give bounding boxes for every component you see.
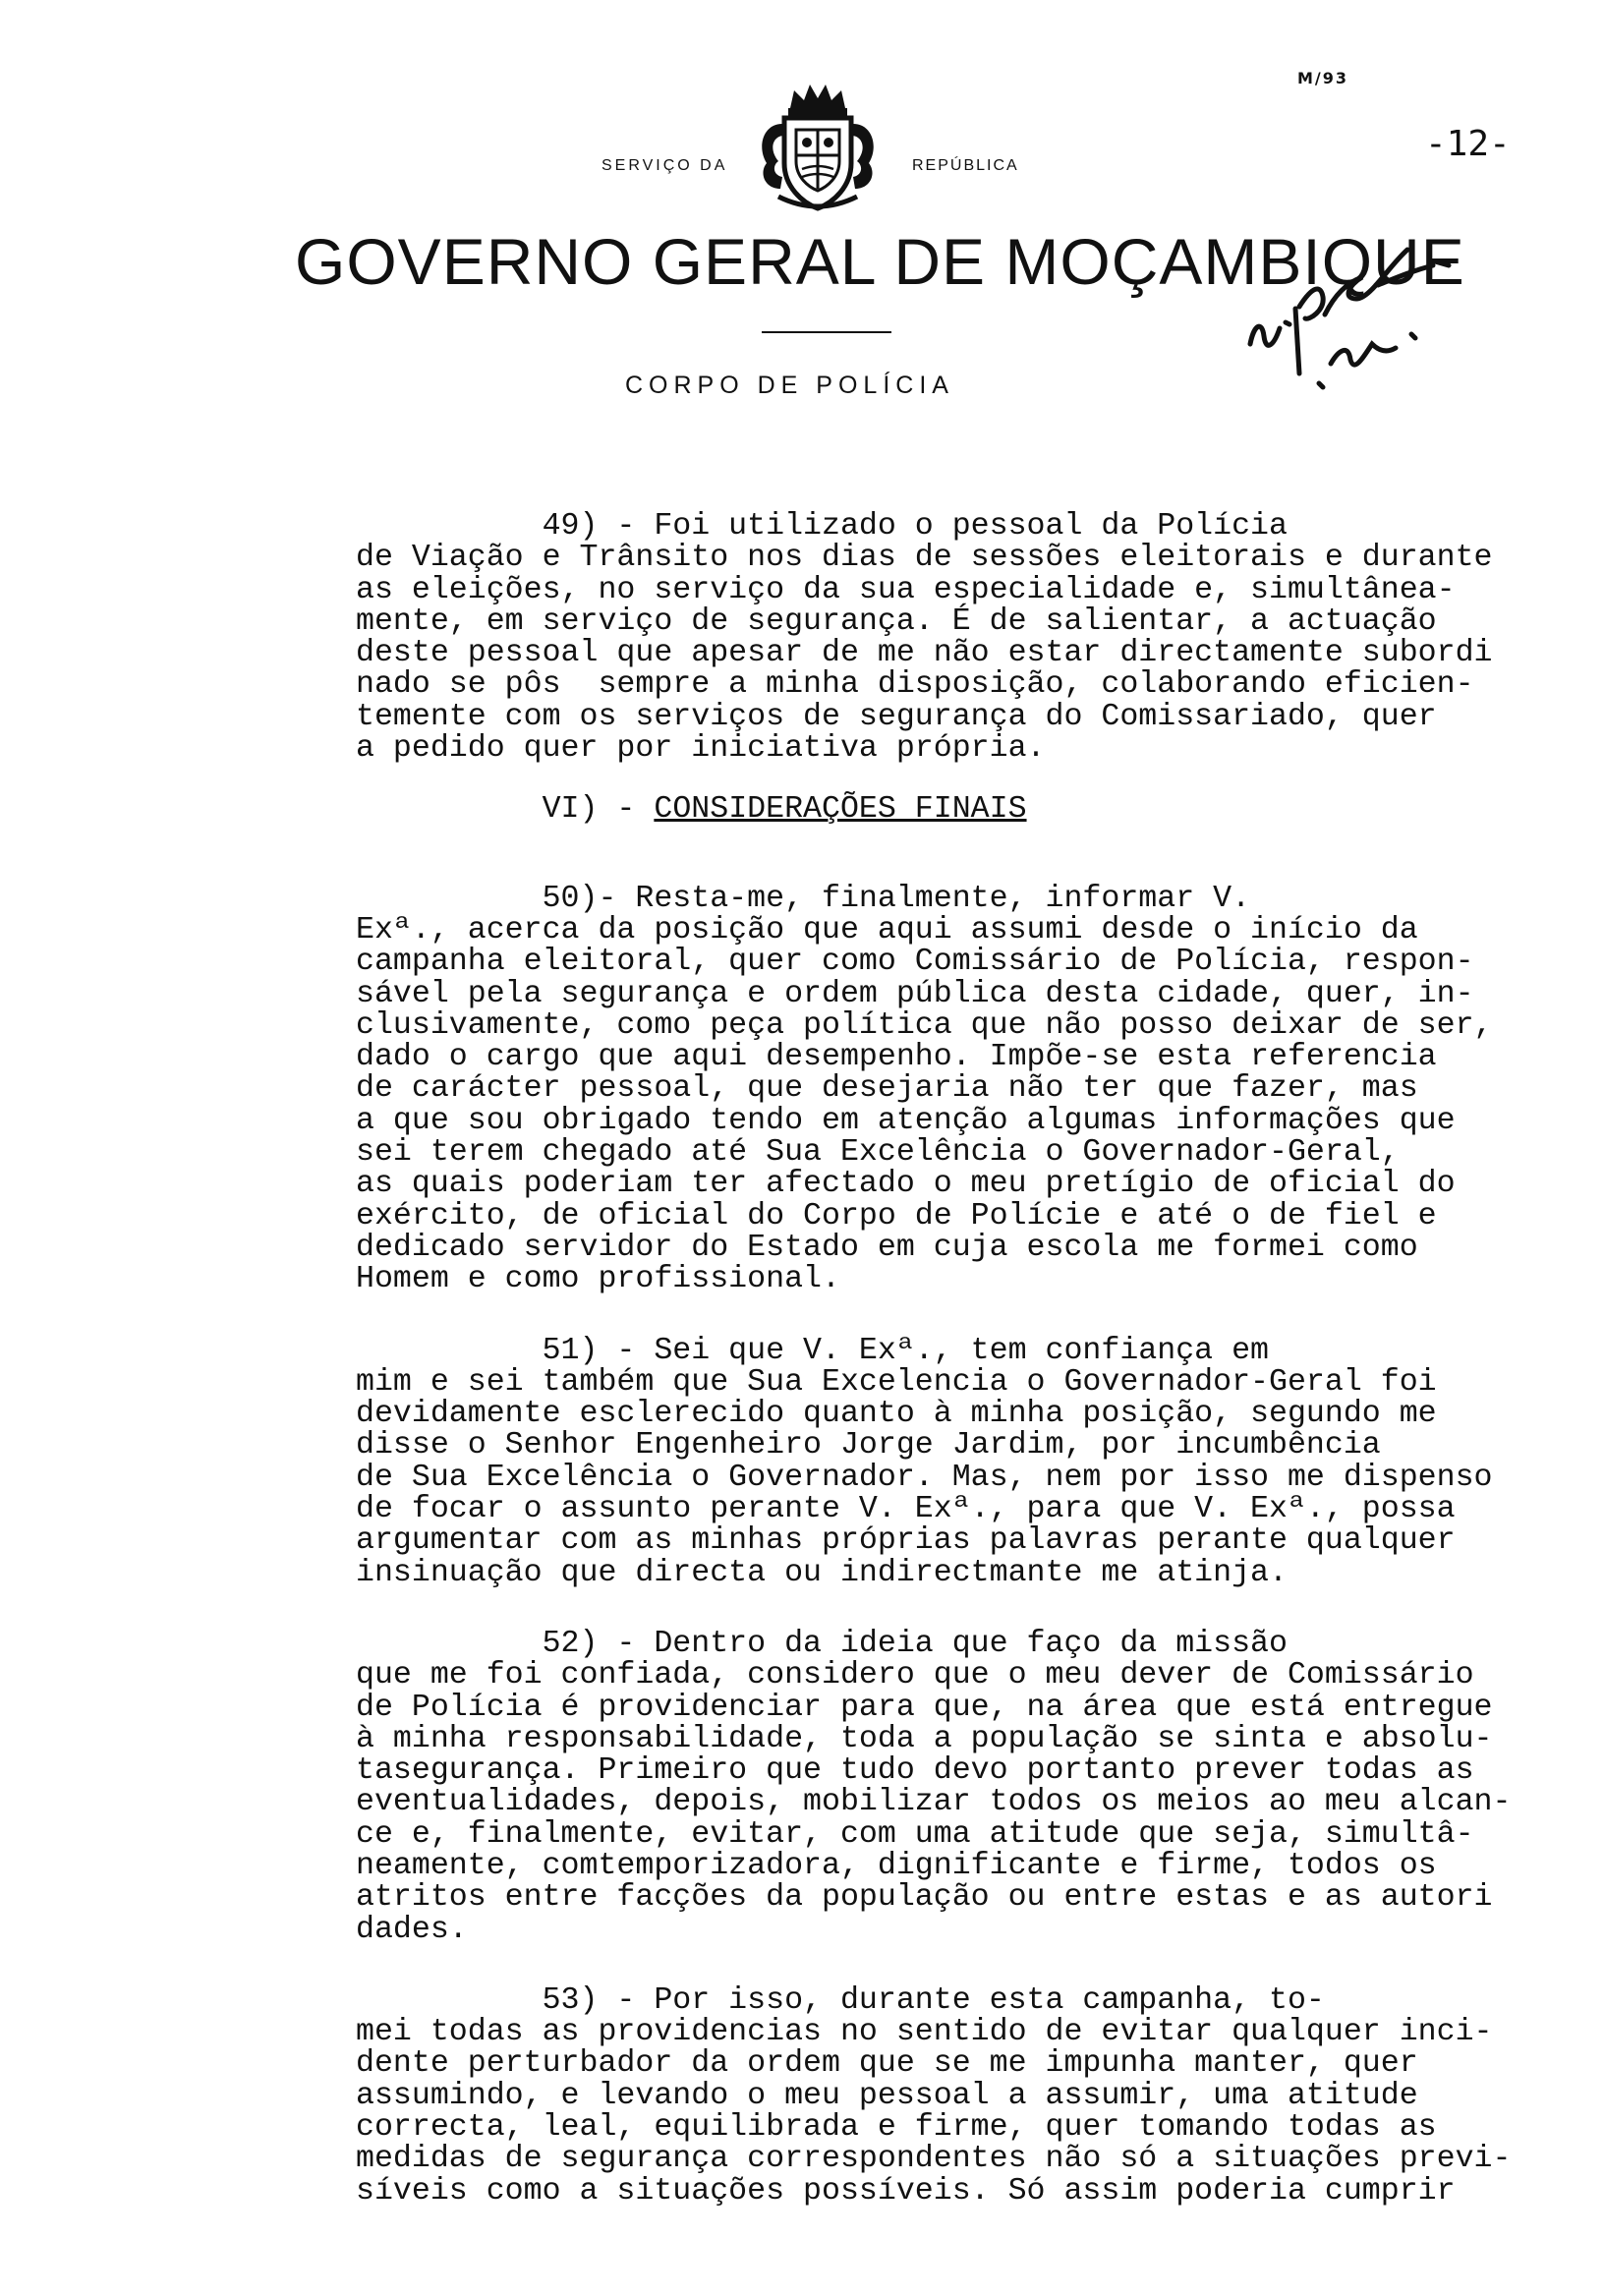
text-line: tasegurança. Primeiro que tudo devo portanto prever todas as	[356, 1753, 1474, 1789]
text-line: de Viação e Trânsito nos dias de sessões eleitorais e durante	[356, 541, 1493, 576]
text-line: ce e, finalmente, evitar, com uma atitude que seja, simultâ-	[356, 1816, 1474, 1852]
text-line: dente perturbador da ordem que se me impunha manter, quer	[356, 2046, 1418, 2082]
text-line: assumindo, e levando o meu pessoal a assumir, uma atitude	[356, 2078, 1418, 2113]
government-title: GOVERNO GERAL DE MOÇAMBIQUE	[295, 225, 1465, 298]
text-line: atritos entre facções da população ou entre estas e as autori	[356, 1880, 1493, 1916]
text-line: mim e sei também que Sua Excelencia o Governador-Geral foi	[356, 1364, 1437, 1400]
text-line: correcta, leal, equilibrada e firme, quer tomando todas as	[356, 2110, 1437, 2146]
text-line: nado se pôs sempre a minha disposição, colaborando eficien-	[356, 667, 1474, 703]
text-line: neamente, comtemporizadora, dignificante e firme, todos os	[356, 1848, 1437, 1883]
text-line: disse o Senhor Engenheiro Jorge Jardim, por incumbência	[356, 1428, 1381, 1464]
text-line: sável pela segurança e ordem pública desta cidade, quer, in-	[356, 976, 1474, 1011]
section-title: CONSIDERAÇÕES FINAIS	[654, 792, 1027, 828]
text-line: clusivamente, como peça política que não posso deixar de ser,	[356, 1007, 1493, 1043]
section-heading	[356, 794, 1575, 826]
text-line: 50)- Resta-me, finalmente, informar V.	[356, 881, 1251, 916]
text-line: as eleições, no serviço da sua especialidade e, simultânea-	[356, 572, 1456, 607]
form-code: M/93	[1297, 69, 1349, 87]
text-line: dado o cargo que aqui desempenho. Impõe-se esta referencia	[356, 1040, 1437, 1075]
text-line: a pedido quer por iniciativa própria.	[356, 731, 1046, 767]
text-line: mei todas as providencias no sentido de evitar qualquer inci-	[356, 2015, 1493, 2050]
text-line: deste pessoal que apesar de me não estar directamente subordi	[356, 636, 1493, 671]
text-line: à minha responsabilidade, toda a população se sinta e absolu-	[356, 1721, 1493, 1756]
paragraph-52	[356, 1626, 1575, 1947]
text-line: dedicado servidor do Estado em cuja escola me formei como	[356, 1230, 1418, 1265]
text-line: que me foi confiada, considero que o meu dever de Comissário	[356, 1658, 1474, 1693]
text-line: insinuação que directa ou indirectmante me atinja.	[356, 1555, 1288, 1590]
text-line: eventualidades, depois, mobilizar todos os meios ao meu alcan-	[356, 1785, 1512, 1820]
text-line: exército, de oficial do Corpo de Polície e até o de fiel e	[356, 1198, 1437, 1234]
corps-subtitle: CORPO DE POLÍCIA	[625, 372, 954, 399]
text-line: sei terem chegado até Sua Excelência o Governador-Geral,	[356, 1135, 1400, 1171]
paragraph-49	[356, 511, 1575, 765]
text-line: 51) - Sei que V. Exª., tem confiança em	[356, 1333, 1270, 1368]
text-line: Exª., acerca da posição que aqui assumi desde o início da	[356, 912, 1418, 947]
text-line: temente com os serviços de segurança do Comissariado, quer	[356, 699, 1437, 734]
text-line: devidamente esclerecido quanto à minha posição, segundo me	[356, 1397, 1437, 1432]
text-line: 53) - Por isso, durante esta campanha, to-	[356, 1982, 1325, 2018]
service-label-left: SERVIÇO DA	[602, 157, 728, 174]
text-line: de carácter pessoal, que desejaria não ter que fazer, mas	[356, 1071, 1418, 1107]
service-label-right: REPÚBLICA	[912, 157, 1019, 174]
coat-of-arms-icon	[739, 79, 896, 216]
text-line: mente, em serviço de segurança. É de salientar, a actuação	[356, 603, 1437, 639]
text-line: as quais poderiam ter afectado o meu pretígio de oficial do	[356, 1167, 1456, 1202]
text-line: dades.	[356, 1912, 468, 1947]
text-line: campanha eleitoral, quer como Comissário de Polícia, respon-	[356, 945, 1474, 980]
text-line: 52) - Dentro da ideia que faço da missão	[356, 1626, 1288, 1661]
paragraph-50	[356, 881, 1575, 1297]
text-line: de focar o assunto perante V. Exª., para que V. Exª., possa	[356, 1492, 1456, 1527]
text-line: 49) - Foi utilizado o pessoal da Polícia	[356, 509, 1288, 544]
header-divider	[762, 331, 891, 333]
text-line: de Sua Excelência o Governador. Mas, nem por isso me dispenso	[356, 1460, 1493, 1495]
text-line: argumentar com as minhas próprias palavras perante qualquer	[356, 1523, 1456, 1559]
text-line: síveis como a situações possíveis. Só assim poderia cumprir	[356, 2173, 1456, 2209]
section-number: VI) -	[356, 792, 655, 828]
text-line: medidas de segurança correspondentes não só a situações previ-	[356, 2142, 1512, 2177]
text-line: de Polícia é providenciar para que, na área que está entregue	[356, 1690, 1493, 1725]
handwritten-signature-icon	[1240, 226, 1466, 393]
text-line: a que sou obrigado tendo em atenção algumas informações que	[356, 1103, 1456, 1138]
paragraph-51	[356, 1333, 1575, 1590]
paragraph-53	[356, 1982, 1575, 2209]
text-line: Homem e como profissional.	[356, 1262, 840, 1297]
page-number: -12-	[1425, 124, 1511, 164]
document-body	[356, 511, 1575, 2208]
